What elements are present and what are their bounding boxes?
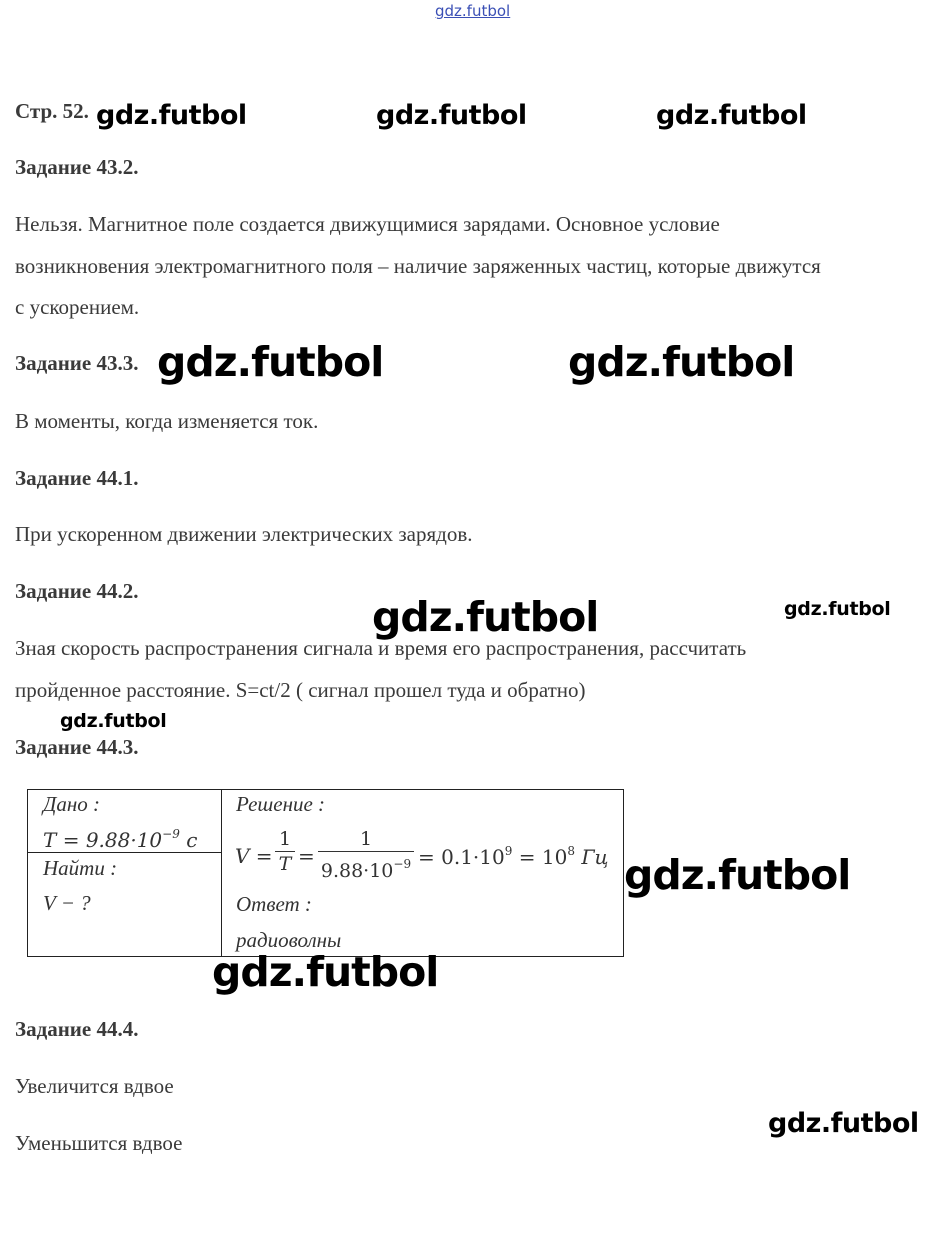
eq-mid: = xyxy=(298,844,315,868)
find-label: Найти : xyxy=(43,856,118,880)
watermark: gdz.futbol xyxy=(624,851,851,899)
watermark: gdz.futbol xyxy=(60,710,167,732)
eq-rhs: = $0.1\cdot 10^9 = 10^8$ Гц xyxy=(418,844,609,869)
task-44-4-title: Задание 44.4. xyxy=(15,1017,139,1041)
watermark: gdz.futbol xyxy=(157,338,384,386)
table-divider xyxy=(28,852,222,853)
find-value: V − ? xyxy=(43,891,91,915)
answer-label: Ответ : xyxy=(236,892,312,916)
task-44-4-line: Уменьшится вдвое xyxy=(15,1131,183,1155)
watermark: gdz.futbol xyxy=(376,100,527,131)
table-divider xyxy=(221,790,222,956)
watermark: gdz.futbol xyxy=(784,598,891,620)
task-44-2-line: Зная скорость распространения сигнала и время его распространения, рассчитать xyxy=(15,636,747,660)
watermark: gdz.futbol xyxy=(212,948,439,996)
fraction-1-over-period: 1 $9.88\cdot 10^{-9}$ xyxy=(318,828,414,882)
watermark: gdz.futbol xyxy=(568,338,795,386)
task-44-1-line: При ускоренном движении электрических зарядов. xyxy=(15,522,473,546)
solution-table xyxy=(27,789,624,957)
watermark: gdz.futbol xyxy=(768,1108,919,1139)
task-43-2-line: возникновения электромагнитного поля – наличие заряженных частиц, которые движутся xyxy=(15,254,821,278)
task-43-2-line: Нельзя. Магнитное поле создается движущимися зарядами. Основное условие xyxy=(15,212,720,236)
given-label: Дано : xyxy=(43,792,101,816)
watermark: gdz.futbol xyxy=(96,100,247,131)
watermark-top-link[interactable]: gdz.futbol xyxy=(435,2,511,20)
task-44-2-title: Задание 44.2. xyxy=(15,579,139,603)
task-44-2-line: пройденное расстояние. S=ct/2 ( сигнал прошел туда и обратно) xyxy=(15,678,586,702)
task-44-1-title: Задание 44.1. xyxy=(15,466,139,490)
eq-lhs: V = xyxy=(235,844,273,868)
watermark: gdz.futbol xyxy=(656,100,807,131)
watermark: gdz.futbol xyxy=(372,593,599,641)
task-43-3-title: Задание 43.3. xyxy=(15,351,139,375)
page-label: Стр. 52. xyxy=(15,99,89,123)
fraction-1-over-T: 1 T xyxy=(275,828,295,875)
answer-value: радиоволны xyxy=(236,928,342,952)
task-43-2-line: с ускорением. xyxy=(15,295,140,319)
task-43-2-title: Задание 43.2. xyxy=(15,155,139,179)
task-44-4-line: Увеличится вдвое xyxy=(15,1074,174,1098)
task-44-3-title: Задание 44.3. xyxy=(15,735,139,759)
given-value: $T = 9.88\cdot 10^{-9}$ c xyxy=(43,827,198,852)
task-43-3-line: В моменты, когда изменяется ток. xyxy=(15,409,319,433)
solution-label: Решение : xyxy=(236,792,326,816)
